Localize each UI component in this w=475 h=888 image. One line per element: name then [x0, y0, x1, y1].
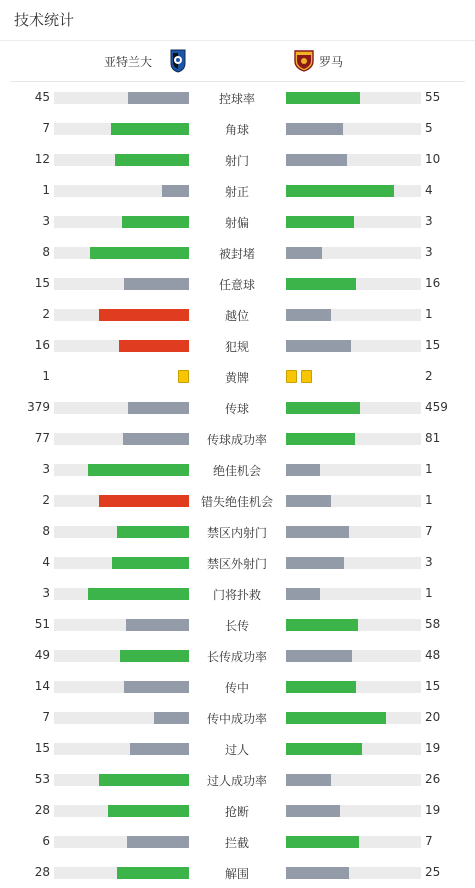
away-bar — [286, 588, 320, 600]
home-value: 3 — [42, 214, 50, 228]
home-bar-track — [54, 464, 189, 476]
stat-label: 越位 — [224, 309, 249, 323]
home-bar — [119, 340, 189, 352]
home-bar-track — [54, 743, 189, 755]
stat-row — [0, 299, 475, 330]
stat-label: 过人成功率 — [206, 774, 267, 788]
stat-row — [0, 485, 475, 516]
home-bar-track — [54, 123, 189, 135]
away-value: 48 — [425, 648, 441, 662]
away-bar — [286, 309, 331, 321]
home-bar — [123, 433, 189, 445]
stat-label: 黄牌 — [224, 371, 249, 385]
away-value: 459 — [425, 400, 448, 414]
stat-label: 禁区内射门 — [206, 526, 267, 540]
stat-label: 传中成功率 — [206, 712, 267, 726]
away-bar — [286, 433, 355, 445]
home-value: 6 — [42, 834, 50, 848]
home-value: 7 — [42, 710, 50, 724]
home-bar-track — [54, 836, 189, 848]
away-bar — [286, 495, 331, 507]
stat-row — [0, 578, 475, 609]
stat-label: 犯规 — [224, 340, 249, 354]
home-bar — [99, 309, 189, 321]
away-value: 19 — [425, 803, 441, 817]
stat-row — [0, 795, 475, 826]
stat-row — [0, 764, 475, 795]
home-bar — [124, 278, 189, 290]
away-bar — [286, 247, 322, 259]
home-value: 1 — [42, 183, 50, 197]
away-bar-track — [286, 743, 421, 755]
stat-label: 绝佳机会 — [212, 464, 261, 478]
home-bar — [128, 402, 189, 414]
home-value: 45 — [34, 90, 50, 104]
away-value: 10 — [425, 152, 441, 166]
home-value: 7 — [42, 121, 50, 135]
away-team-name: 罗马 — [319, 55, 344, 69]
stat-row — [0, 82, 475, 113]
stat-row — [0, 516, 475, 547]
away-value: 16 — [425, 276, 441, 290]
home-bar-track — [54, 619, 189, 631]
home-bar — [111, 123, 189, 135]
away-value: 3 — [425, 214, 433, 228]
stat-row — [0, 640, 475, 671]
stat-label: 传球成功率 — [206, 433, 267, 447]
stat-row — [0, 330, 475, 361]
stat-row — [0, 175, 475, 206]
home-bar — [162, 185, 189, 197]
home-bar — [124, 681, 189, 693]
home-bar — [99, 774, 189, 786]
home-bar-track — [54, 402, 189, 414]
home-bar-track — [54, 247, 189, 259]
away-bar — [286, 154, 347, 166]
away-value: 20 — [425, 710, 441, 724]
home-bar — [117, 867, 189, 879]
stat-row — [0, 361, 475, 392]
home-value: 53 — [34, 772, 50, 786]
away-bar-track — [286, 650, 421, 662]
yellow-card-icon — [286, 370, 297, 383]
away-value: 1 — [425, 462, 433, 476]
away-value: 4 — [425, 183, 433, 197]
away-bar-track — [286, 309, 421, 321]
home-bar — [120, 650, 189, 662]
away-bar — [286, 340, 351, 352]
home-value: 14 — [34, 679, 50, 693]
away-bar — [286, 402, 360, 414]
home-bar — [117, 526, 189, 538]
page-header — [0, 0, 475, 41]
home-bar-track — [54, 557, 189, 569]
away-bar-track — [286, 402, 421, 414]
stat-label: 传中 — [224, 681, 249, 695]
away-bar-track — [286, 836, 421, 848]
stats-list — [0, 82, 475, 888]
teams-row — [10, 41, 465, 82]
home-team-name: 亚特兰大 — [103, 55, 152, 69]
away-value: 3 — [425, 245, 433, 259]
away-bar — [286, 836, 359, 848]
away-bar — [286, 123, 343, 135]
stat-row — [0, 454, 475, 485]
home-value: 3 — [42, 462, 50, 476]
away-bar — [286, 216, 354, 228]
home-value: 12 — [34, 152, 50, 166]
away-bar-track — [286, 805, 421, 817]
home-bar — [128, 92, 189, 104]
home-bar — [122, 216, 190, 228]
stat-label: 拦截 — [224, 836, 249, 850]
stat-row — [0, 671, 475, 702]
stat-label: 过人 — [224, 743, 249, 757]
away-value: 15 — [425, 679, 441, 693]
home-bar-track — [54, 712, 189, 724]
away-bar-track — [286, 216, 421, 228]
away-bar-track — [286, 247, 421, 259]
home-bar — [127, 836, 189, 848]
stat-label: 传球 — [224, 402, 249, 416]
away-bar-track — [286, 495, 421, 507]
away-yellow-cards — [286, 370, 316, 389]
home-value: 15 — [34, 741, 50, 755]
away-value: 7 — [425, 834, 433, 848]
home-bar-track — [54, 526, 189, 538]
home-value: 1 — [42, 369, 50, 383]
stat-label: 任意球 — [218, 278, 255, 292]
away-bar — [286, 619, 358, 631]
home-bar — [108, 805, 189, 817]
away-bar — [286, 712, 386, 724]
home-value: 49 — [34, 648, 50, 662]
home-value: 28 — [34, 803, 50, 817]
home-bar — [88, 464, 189, 476]
stat-label: 射偏 — [224, 216, 249, 230]
home-bar-track — [54, 588, 189, 600]
away-value: 25 — [425, 865, 441, 879]
home-bar-track — [54, 185, 189, 197]
home-bar-track — [54, 92, 189, 104]
stat-label: 禁区外射门 — [206, 557, 267, 571]
away-bar — [286, 774, 331, 786]
home-bar-track — [54, 650, 189, 662]
stat-row — [0, 547, 475, 578]
away-value: 7 — [425, 524, 433, 538]
stat-row — [0, 392, 475, 423]
away-bar — [286, 526, 349, 538]
home-bar — [115, 154, 189, 166]
away-bar-track — [286, 92, 421, 104]
home-bar-track — [54, 805, 189, 817]
stat-row — [0, 826, 475, 857]
stat-row — [0, 423, 475, 454]
away-bar — [286, 557, 344, 569]
home-value: 8 — [42, 245, 50, 259]
away-bar-track — [286, 619, 421, 631]
yellow-card-icon — [301, 370, 312, 383]
home-value: 51 — [34, 617, 50, 631]
home-bar — [130, 743, 189, 755]
away-bar-track — [286, 681, 421, 693]
away-bar — [286, 805, 340, 817]
away-bar-track — [286, 526, 421, 538]
away-bar-track — [286, 278, 421, 290]
away-bar — [286, 650, 352, 662]
stat-row — [0, 206, 475, 237]
home-bar — [112, 557, 189, 569]
home-value: 2 — [42, 307, 50, 321]
yellow-card-icon — [178, 370, 189, 383]
home-value: 4 — [42, 555, 50, 569]
away-value: 15 — [425, 338, 441, 352]
stat-label: 射正 — [224, 185, 249, 199]
stat-row — [0, 113, 475, 144]
stat-row — [0, 609, 475, 640]
stat-row — [0, 144, 475, 175]
away-value: 1 — [425, 307, 433, 321]
home-bar-track — [54, 495, 189, 507]
away-bar-track — [286, 774, 421, 786]
stat-row — [0, 268, 475, 299]
home-bar — [126, 619, 189, 631]
home-value: 15 — [34, 276, 50, 290]
stat-label: 错失绝佳机会 — [200, 495, 273, 509]
away-bar-track — [286, 557, 421, 569]
home-bar-track — [54, 774, 189, 786]
home-bar-track — [54, 278, 189, 290]
away-value: 2 — [425, 369, 433, 383]
home-value: 77 — [34, 431, 50, 445]
stat-row — [0, 857, 475, 888]
atalanta-logo-icon — [170, 49, 186, 73]
home-bar — [90, 247, 189, 259]
stat-label: 解围 — [224, 867, 249, 881]
home-value: 379 — [27, 400, 50, 414]
home-bar — [154, 712, 189, 724]
away-value: 19 — [425, 741, 441, 755]
home-yellow-cards — [178, 370, 193, 389]
away-bar-track — [286, 154, 421, 166]
away-bar — [286, 867, 349, 879]
home-bar-track — [54, 154, 189, 166]
away-value: 3 — [425, 555, 433, 569]
away-bar — [286, 185, 394, 197]
home-bar-track — [54, 867, 189, 879]
stat-row — [0, 733, 475, 764]
home-bar-track — [54, 681, 189, 693]
away-value: 1 — [425, 586, 433, 600]
stat-label: 长传成功率 — [206, 650, 267, 664]
home-value: 2 — [42, 493, 50, 507]
away-bar-track — [286, 588, 421, 600]
stat-label: 射门 — [224, 154, 249, 168]
home-bar — [88, 588, 189, 600]
away-bar-track — [286, 433, 421, 445]
home-value: 3 — [42, 586, 50, 600]
stat-row — [0, 702, 475, 733]
away-bar — [286, 743, 362, 755]
stat-row — [0, 237, 475, 268]
away-bar-track — [286, 185, 421, 197]
away-bar — [286, 464, 320, 476]
away-bar-track — [286, 464, 421, 476]
away-bar — [286, 278, 356, 290]
home-bar-track — [54, 340, 189, 352]
away-bar-track — [286, 123, 421, 135]
away-bar — [286, 92, 360, 104]
roma-logo-icon — [294, 50, 314, 72]
home-bar-track — [54, 216, 189, 228]
away-value: 55 — [425, 90, 441, 104]
away-value: 1 — [425, 493, 433, 507]
stat-label: 长传 — [224, 619, 249, 633]
home-value: 16 — [34, 338, 50, 352]
away-bar-track — [286, 712, 421, 724]
away-value: 26 — [425, 772, 441, 786]
away-bar-track — [286, 867, 421, 879]
stat-label: 角球 — [224, 123, 249, 137]
stat-label: 抢断 — [224, 805, 249, 819]
home-value: 28 — [34, 865, 50, 879]
home-bar-track — [54, 309, 189, 321]
away-value: 81 — [425, 431, 441, 445]
away-bar-track — [286, 340, 421, 352]
away-value: 58 — [425, 617, 441, 631]
page-title: 技术统计 — [14, 11, 75, 29]
away-bar — [286, 681, 356, 693]
home-bar-track — [54, 433, 189, 445]
stat-label: 门将扑救 — [212, 588, 261, 602]
stat-label: 控球率 — [218, 92, 255, 106]
home-bar — [99, 495, 189, 507]
away-value: 5 — [425, 121, 433, 135]
stat-label: 被封堵 — [218, 247, 255, 261]
home-value: 8 — [42, 524, 50, 538]
